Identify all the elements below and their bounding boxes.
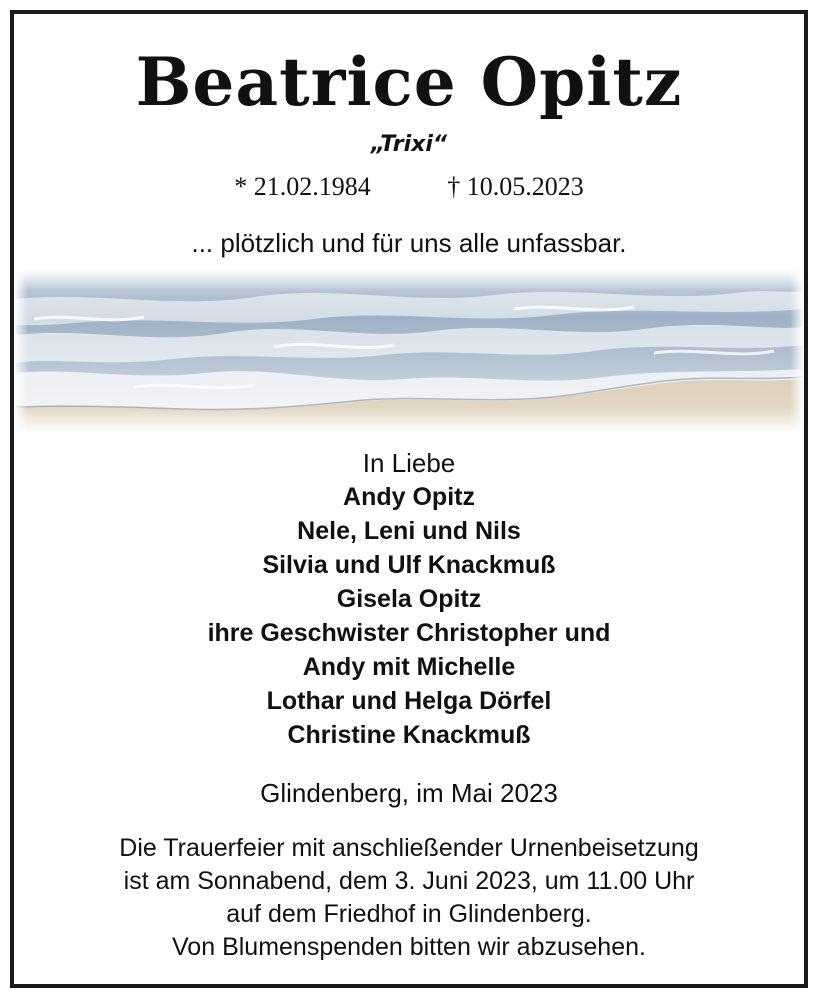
life-dates: [14, 170, 804, 204]
mourner: Andy Opitz: [343, 483, 475, 511]
mourner: Christine Knackmuß: [287, 721, 531, 749]
mourners-list: [14, 446, 804, 752]
mourner: Gisela Opitz: [336, 585, 482, 613]
mourner: Andy mit Michelle: [302, 653, 516, 681]
mourners-intro: In Liebe: [362, 448, 456, 478]
image-fade-top: [14, 269, 804, 291]
birth-date: * 21.02.1984: [234, 172, 371, 201]
deceased-name: Beatrice Opitz: [135, 43, 683, 121]
notice-line: Von Blumenspenden bitten wir abzusehen.: [172, 933, 646, 961]
mourner: Nele, Leni und Nils: [297, 517, 521, 545]
place-and-date: Glindenberg, im Mai 2023: [260, 778, 558, 808]
image-fade-right: [790, 269, 804, 434]
notice-line: Die Trauerfeier mit anschließender Urnenbeisetzung: [119, 834, 699, 862]
image-fade-left: [14, 269, 28, 434]
notice-line: auf dem Friedhof in Glindenberg.: [226, 900, 592, 928]
death-date: † 10.05.2023: [447, 172, 584, 201]
image-fade-bottom: [14, 408, 804, 434]
nickname: „Trixi“: [370, 132, 448, 157]
tagline: ... plötzlich und für uns alle unfassbar.: [191, 228, 627, 258]
mourner: Lothar und Helga Dörfel: [266, 687, 552, 715]
mourner: ihre Geschwister Christopher und: [207, 619, 611, 647]
funeral-notice: [14, 832, 804, 964]
mourner: Silvia und Ulf Knackmuß: [262, 551, 556, 579]
sea-shore-image: [14, 269, 804, 434]
notice-line: ist am Sonnabend, dem 3. Juni 2023, um 11.00 Uhr: [123, 867, 695, 895]
obituary-frame: [10, 10, 808, 988]
